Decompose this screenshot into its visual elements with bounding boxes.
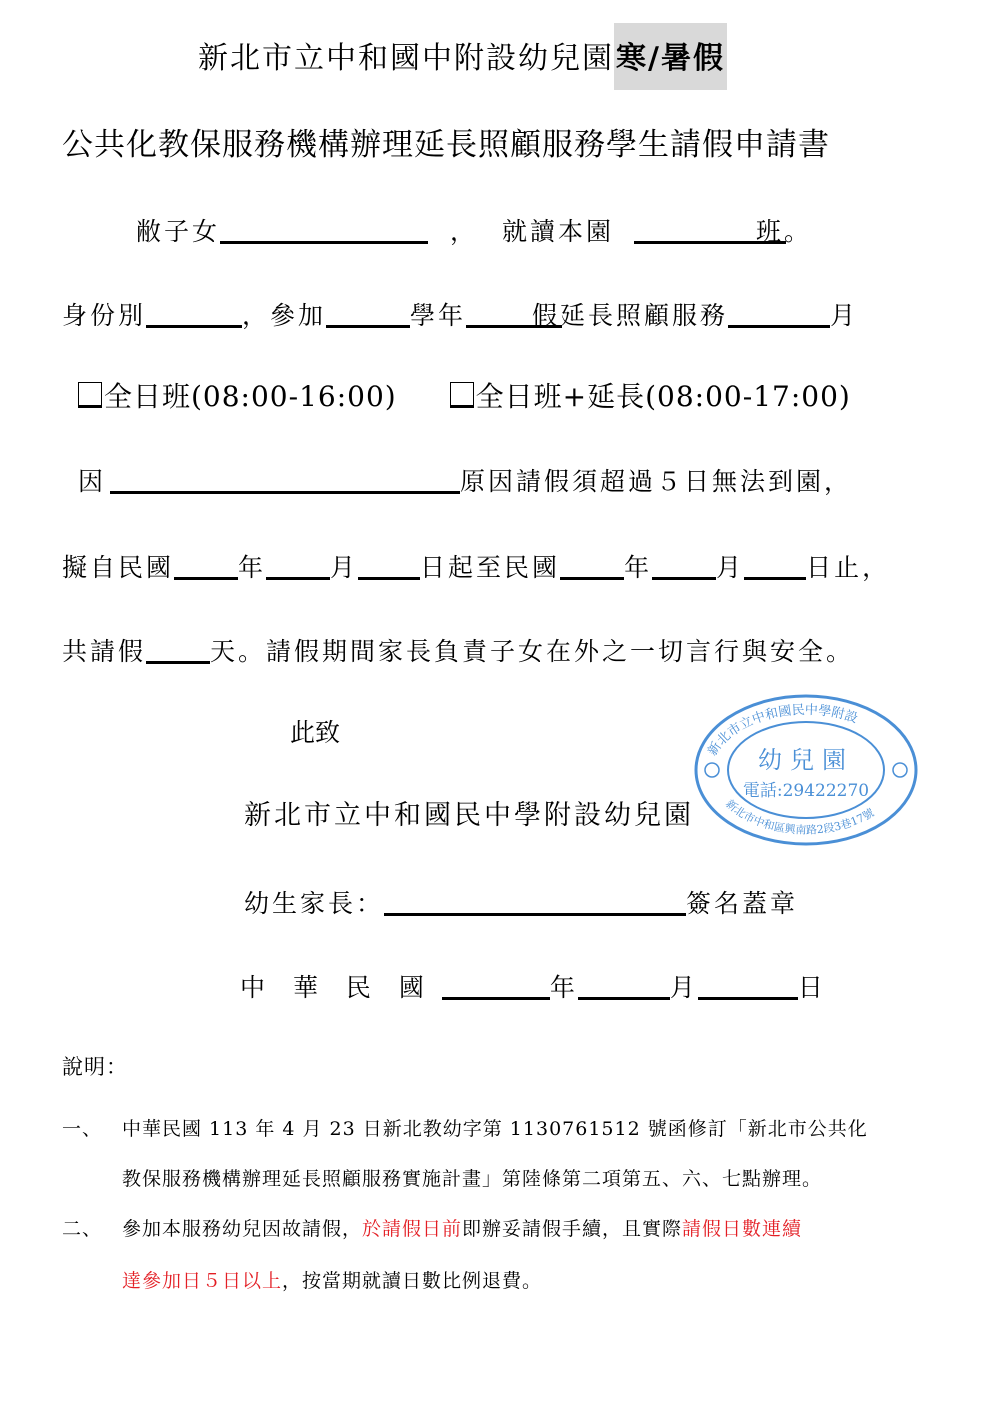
row-parent-signature [244,888,798,916]
label-sign-seal: 簽名蓋章 [686,889,799,918]
full-day-checkbox[interactable] [78,382,102,408]
label-class: 班。 [756,217,813,246]
sign-month-field[interactable] [578,972,670,1000]
label-full-day: 全日班(08:00-16:00) [104,380,397,413]
note-item-1-marker: 一、 [62,1118,103,1140]
label-full-day-extended: 全日班+延長(08:00-17:00) [475,380,851,413]
school-year-field[interactable] [326,300,410,328]
note-item-2-line1 [122,1220,802,1239]
identity-field[interactable] [146,300,242,328]
plum-blossom-icon [893,763,907,777]
label-school-year: 學年 [410,301,467,330]
note-red-text: 達參加日５日以上 [122,1270,283,1292]
label-month: 月 [830,301,859,330]
total-days-field[interactable] [146,636,210,664]
label-child: 敝子女 [136,217,221,246]
form-title-line1 [198,41,727,76]
label-enrolled: 就讀本園 [502,217,615,246]
to-month-field[interactable] [652,552,716,580]
note-item-2-line2 [122,1272,542,1291]
label-parent: 幼生家長： [244,889,385,918]
to-year-field[interactable] [560,552,624,580]
row-date-range [62,552,890,580]
title-holiday-highlight: 寒/暑假 [614,23,727,90]
label-because: 因 [78,467,107,496]
school-stamp [692,690,920,850]
from-year-field[interactable] [174,552,238,580]
label-extended-care: 假延長照顧服務 [532,301,729,330]
comma: ， [450,217,479,246]
plum-blossom-icon [705,763,719,777]
row-identity-service [62,300,858,328]
stamp-bottom-text: 新北市中和區興南路2段3巷17號 [723,797,877,837]
note-text: 參加本服務幼兒因故請假， [122,1218,363,1240]
parent-signature-field[interactable] [384,888,686,916]
note-item-2-marker: 二、 [62,1218,103,1240]
note-text: 即辦妥請假手續，且實際 [462,1218,683,1240]
row-reason [78,466,852,494]
label-day-until: 日起至民國 [420,553,561,582]
label-responsibility: 天。請假期間家長負責子女在外之一切言行與安全。 [210,637,855,666]
recipient: 新北市立中和國民中學附設幼兒園 [244,800,694,831]
label-year: 年 [549,973,578,1002]
row-class-options [78,382,851,411]
from-day-field[interactable] [358,552,420,580]
note-item-1-line2: 教保服務機構辦理延長照顧服務實施計畫」第陸條第二項第五、六、七點辦理。 [122,1168,823,1190]
label-from: 擬自民國 [62,553,175,582]
from-month-field[interactable] [266,552,330,580]
form-title-line2: 公共化教保服務機構辦理延長照顧服務學生請假申請書 [62,127,830,163]
child-name-field[interactable] [220,216,428,244]
label-year: 年 [238,553,267,582]
note-red-text: 於請假日前 [362,1218,463,1240]
notes-heading: 說明： [62,1055,128,1079]
label-month: 月 [716,553,745,582]
label-year: 年 [624,553,653,582]
sign-day-field[interactable] [698,972,798,1000]
reason-field[interactable] [110,466,460,494]
note-red-text: 請假日數連續 [682,1218,803,1240]
label-month: 月 [669,973,698,1002]
row-total-days [62,636,854,664]
note-item-1-line1: 中華民國 113 年 4 月 23 日新北教幼字第 1130761512 號函修訂「新北市公共化 [122,1118,868,1140]
label-join: ，參加 [242,301,327,330]
row-signing-date [240,972,826,1000]
salutation: 此致 [290,718,341,747]
full-day-extended-checkbox[interactable] [450,382,474,408]
label-reason-desc: 原因請假須超過５日無法到園， [460,467,853,496]
label-total-leave: 共請假 [62,637,147,666]
sign-year-field[interactable] [442,972,550,1000]
label-roc: 中 華 民 國 [240,973,434,1002]
row-child-class [136,216,812,244]
title-school: 新北市立中和國中附設幼兒園 [198,41,614,76]
label-day: 日 [797,973,826,1002]
stamp-phone: 電話:29422270 [742,781,870,801]
label-month: 月 [330,553,359,582]
stamp-center-text: 幼兒園 [758,746,854,774]
note-text: ，按當期就讀日數比例退費。 [282,1270,543,1292]
label-identity: 身份別 [62,301,147,330]
label-day-end: 日止， [806,553,891,582]
to-day-field[interactable] [744,552,806,580]
month-field[interactable] [728,300,830,328]
stamp-top-text: 新北市立中和國民中學附設 [705,702,860,759]
